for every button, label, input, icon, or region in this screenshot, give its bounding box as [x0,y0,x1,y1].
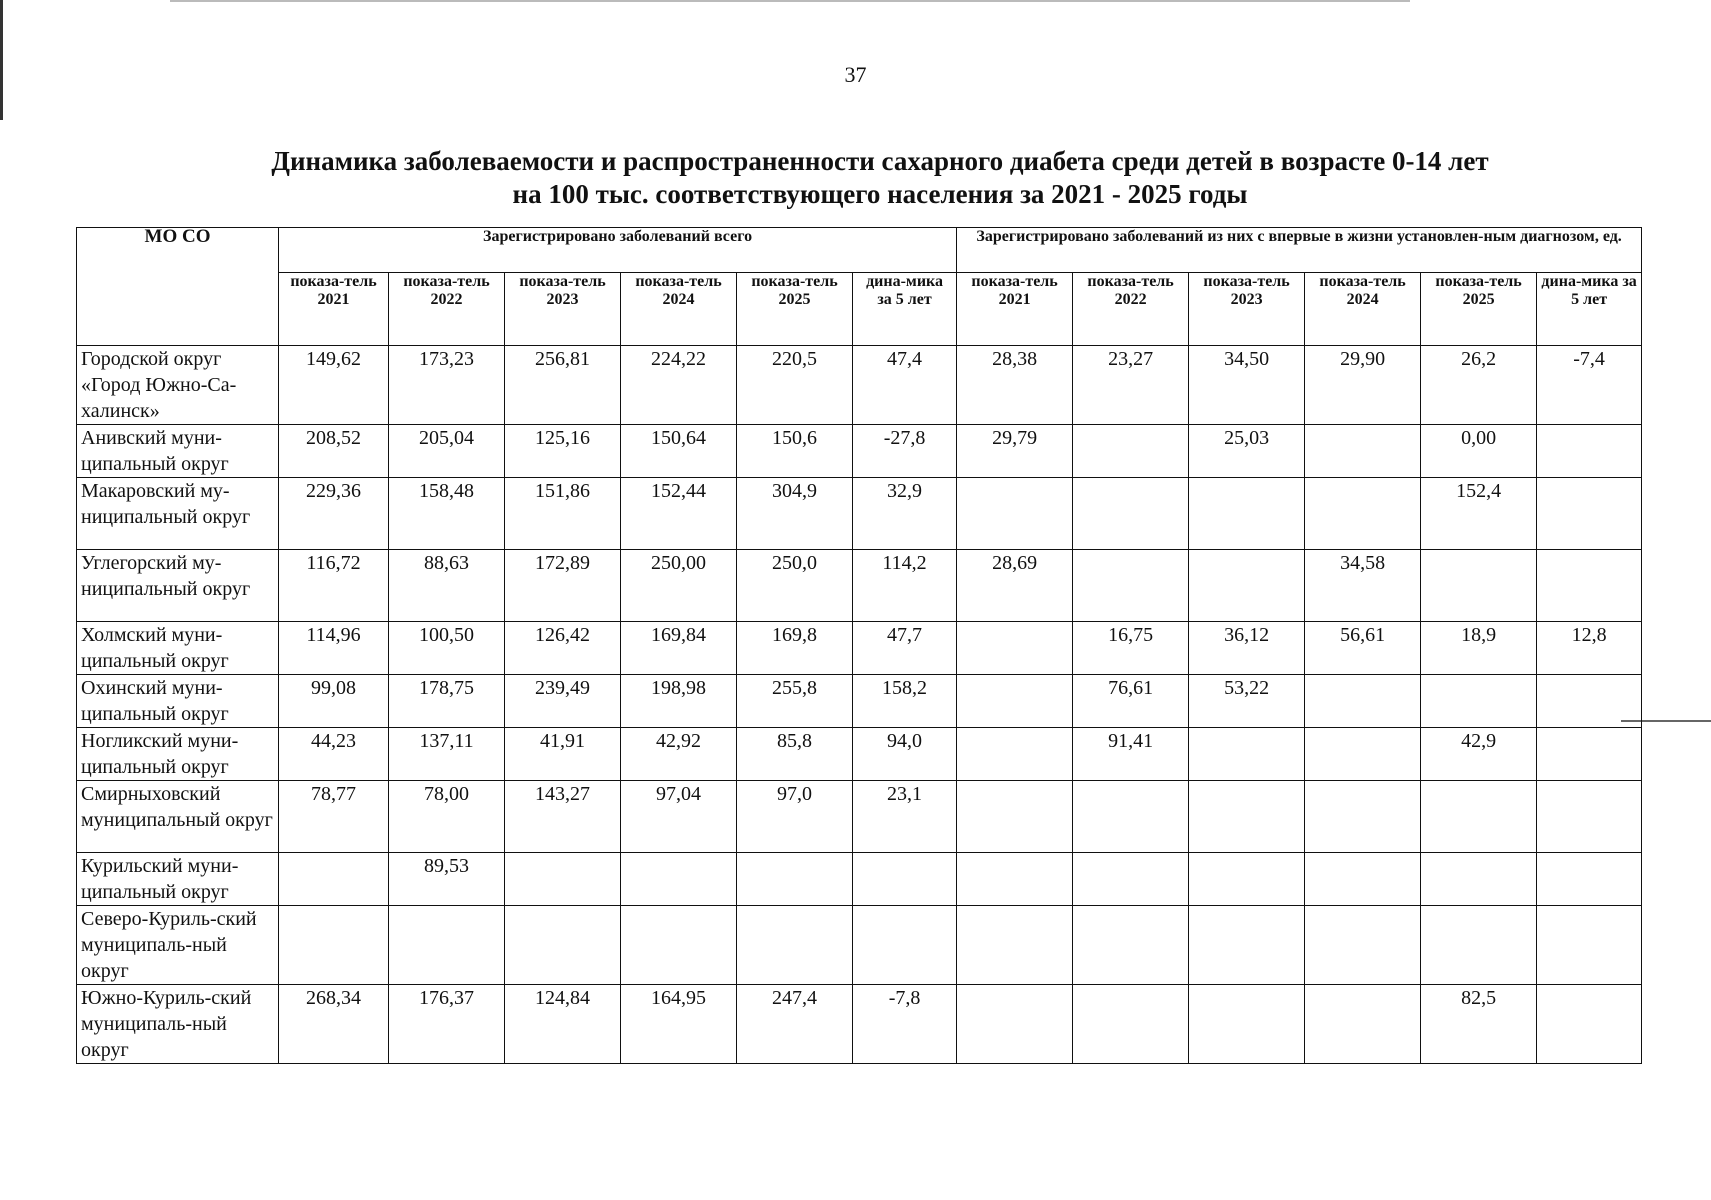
municipality-name: Городской округ «Город Южно-Са-халинск» [77,346,279,425]
value-cell: 255,8 [737,675,853,728]
page-number: 37 [844,62,867,87]
value-cell: 97,04 [621,781,737,853]
title-line-2: на 100 тыс. соответствующего населения за 2021 - 2025 годы [512,179,1248,209]
value-cell: 125,16 [505,425,621,478]
value-cell [1305,675,1421,728]
value-cell: 114,96 [279,622,389,675]
value-cell [853,853,957,906]
value-cell: 220,5 [737,346,853,425]
value-cell [1305,728,1421,781]
value-cell [1537,675,1642,728]
value-cell [279,853,389,906]
value-cell: 256,81 [505,346,621,425]
header-new-0: показа-тель 2021 [957,273,1073,346]
value-cell: 164,95 [621,985,737,1064]
value-cell: 158,2 [853,675,957,728]
value-cell: 100,50 [389,622,505,675]
value-cell: 78,77 [279,781,389,853]
value-cell: 76,61 [1073,675,1189,728]
value-cell: 29,90 [1305,346,1421,425]
value-cell [1537,425,1642,478]
value-cell: 23,1 [853,781,957,853]
header-total-2: показа-тель 2023 [505,273,621,346]
header-total-4: показа-тель 2025 [737,273,853,346]
table-row [77,622,1642,675]
value-cell: 205,04 [389,425,505,478]
scan-artifact-edge [0,0,3,120]
value-cell: 143,27 [505,781,621,853]
value-cell: 78,00 [389,781,505,853]
value-cell: 89,53 [389,853,505,906]
value-cell: 152,44 [621,478,737,550]
table-row [77,675,1642,728]
value-cell [1537,781,1642,853]
value-cell: 26,2 [1421,346,1537,425]
value-cell: 88,63 [389,550,505,622]
table-row [77,728,1642,781]
value-cell [1421,853,1537,906]
value-cell [957,728,1073,781]
value-cell [957,478,1073,550]
header-group-new: Зарегистрировано заболеваний из них с впервые в жизни установлен-ным диагнозом, ед. [957,228,1642,273]
table-row [77,985,1642,1064]
value-cell: 116,72 [279,550,389,622]
value-cell [1305,425,1421,478]
value-cell [1537,906,1642,985]
value-cell: 247,4 [737,985,853,1064]
municipality-name: Смирныховский муниципальный округ [77,781,279,853]
value-cell: 224,22 [621,346,737,425]
value-cell: 16,75 [1073,622,1189,675]
value-cell [1421,675,1537,728]
value-cell: 47,4 [853,346,957,425]
header-new-1: показа-тель 2022 [1073,273,1189,346]
value-cell: 158,48 [389,478,505,550]
header-mo: МО СО [77,228,279,346]
table-row [77,346,1642,425]
value-cell: 82,5 [1421,985,1537,1064]
value-cell [957,622,1073,675]
value-cell [1073,906,1189,985]
value-cell [1189,985,1305,1064]
table-row [77,425,1642,478]
header-total-3: показа-тель 2024 [621,273,737,346]
value-cell: 268,34 [279,985,389,1064]
value-cell: 34,50 [1189,346,1305,425]
header-new-3: показа-тель 2024 [1305,273,1421,346]
municipality-name: Курильский муни-ципальный округ [77,853,279,906]
municipality-name: Углегорский му-ниципальный округ [77,550,279,622]
table-body [77,346,1642,1064]
value-cell [1189,781,1305,853]
value-cell [1537,550,1642,622]
header-group-total: Зарегистрировано заболеваний всего [279,228,957,273]
value-cell: 36,12 [1189,622,1305,675]
value-cell: 169,84 [621,622,737,675]
value-cell: 12,8 [1537,622,1642,675]
value-cell: 42,92 [621,728,737,781]
municipality-name: Южно-Куриль-ский муниципаль-ный округ [77,985,279,1064]
value-cell [1421,781,1537,853]
value-cell [1537,853,1642,906]
value-cell: -7,8 [853,985,957,1064]
value-cell: 42,9 [1421,728,1537,781]
value-cell: 114,2 [853,550,957,622]
value-cell [1537,985,1642,1064]
value-cell: 304,9 [737,478,853,550]
header-new-4: показа-тель 2025 [1421,273,1537,346]
value-cell [1305,906,1421,985]
value-cell [957,675,1073,728]
value-cell [1537,478,1642,550]
value-cell [621,906,737,985]
value-cell: 126,42 [505,622,621,675]
value-cell: 198,98 [621,675,737,728]
header-new-5: дина-мика за 5 лет [1537,273,1642,346]
value-cell: 44,23 [279,728,389,781]
value-cell [957,985,1073,1064]
value-cell [1073,985,1189,1064]
value-cell: 0,00 [1421,425,1537,478]
value-cell: 124,84 [505,985,621,1064]
value-cell: 28,38 [957,346,1073,425]
value-cell: -7,4 [1537,346,1642,425]
municipality-name: Ногликский муни-ципальный округ [77,728,279,781]
value-cell: 23,27 [1073,346,1189,425]
value-cell: 56,61 [1305,622,1421,675]
value-cell: 173,23 [389,346,505,425]
value-cell: 151,86 [505,478,621,550]
header-total-0: показа-тель 2021 [279,273,389,346]
value-cell: -27,8 [853,425,957,478]
value-cell: 28,69 [957,550,1073,622]
value-cell: 41,91 [505,728,621,781]
value-cell [389,906,505,985]
value-cell: 25,03 [1189,425,1305,478]
value-cell [1537,728,1642,781]
value-cell [621,853,737,906]
value-cell [1305,781,1421,853]
value-cell: 149,62 [279,346,389,425]
table-row [77,853,1642,906]
value-cell [1189,728,1305,781]
value-cell: 172,89 [505,550,621,622]
value-cell [1305,985,1421,1064]
value-cell [1189,906,1305,985]
value-cell: 34,58 [1305,550,1421,622]
table-row [77,781,1642,853]
value-cell [1189,478,1305,550]
table-row [77,906,1642,985]
value-cell: 91,41 [1073,728,1189,781]
value-cell [737,906,853,985]
value-cell: 137,11 [389,728,505,781]
value-cell: 97,0 [737,781,853,853]
value-cell [737,853,853,906]
value-cell [853,906,957,985]
value-cell [279,906,389,985]
value-cell: 239,49 [505,675,621,728]
municipality-name: Анивский муни-ципальный округ [77,425,279,478]
value-cell [957,781,1073,853]
value-cell: 250,0 [737,550,853,622]
value-cell: 29,79 [957,425,1073,478]
value-cell [1421,550,1537,622]
value-cell: 150,64 [621,425,737,478]
value-cell [1189,853,1305,906]
value-cell: 169,8 [737,622,853,675]
value-cell [1073,425,1189,478]
header-new-2: показа-тель 2023 [1189,273,1305,346]
value-cell [1189,550,1305,622]
value-cell: 178,75 [389,675,505,728]
sub-header-row [77,273,1642,346]
value-cell [505,906,621,985]
value-cell [1305,478,1421,550]
value-cell: 94,0 [853,728,957,781]
document-title [110,145,1650,211]
value-cell [957,906,1073,985]
value-cell [1421,906,1537,985]
municipality-name: Холмский муни-ципальный округ [77,622,279,675]
value-cell [1305,853,1421,906]
table-row [77,550,1642,622]
value-cell: 47,7 [853,622,957,675]
value-cell: 150,6 [737,425,853,478]
value-cell [1073,478,1189,550]
value-cell: 85,8 [737,728,853,781]
value-cell: 208,52 [279,425,389,478]
value-cell: 53,22 [1189,675,1305,728]
value-cell: 250,00 [621,550,737,622]
municipality-name: Макаровский му-ниципальный округ [77,478,279,550]
value-cell: 176,37 [389,985,505,1064]
value-cell [957,853,1073,906]
value-cell [505,853,621,906]
title-line-1: Динамика заболеваемости и распространенности сахарного диабета среди детей в возрасте 0-14 лет [271,146,1489,176]
diabetes-table [76,227,1642,1064]
value-cell [1073,550,1189,622]
header-total-5: дина-мика за 5 лет [853,273,957,346]
table-row [77,478,1642,550]
scan-artifact-line [170,0,1410,2]
municipality-name: Северо-Куриль-ский муниципаль-ный округ [77,906,279,985]
value-cell [1073,853,1189,906]
value-cell: 99,08 [279,675,389,728]
value-cell: 18,9 [1421,622,1537,675]
value-cell: 152,4 [1421,478,1537,550]
header-total-1: показа-тель 2022 [389,273,505,346]
value-cell [1073,781,1189,853]
value-cell: 229,36 [279,478,389,550]
value-cell: 32,9 [853,478,957,550]
municipality-name: Охинский муни-ципальный округ [77,675,279,728]
